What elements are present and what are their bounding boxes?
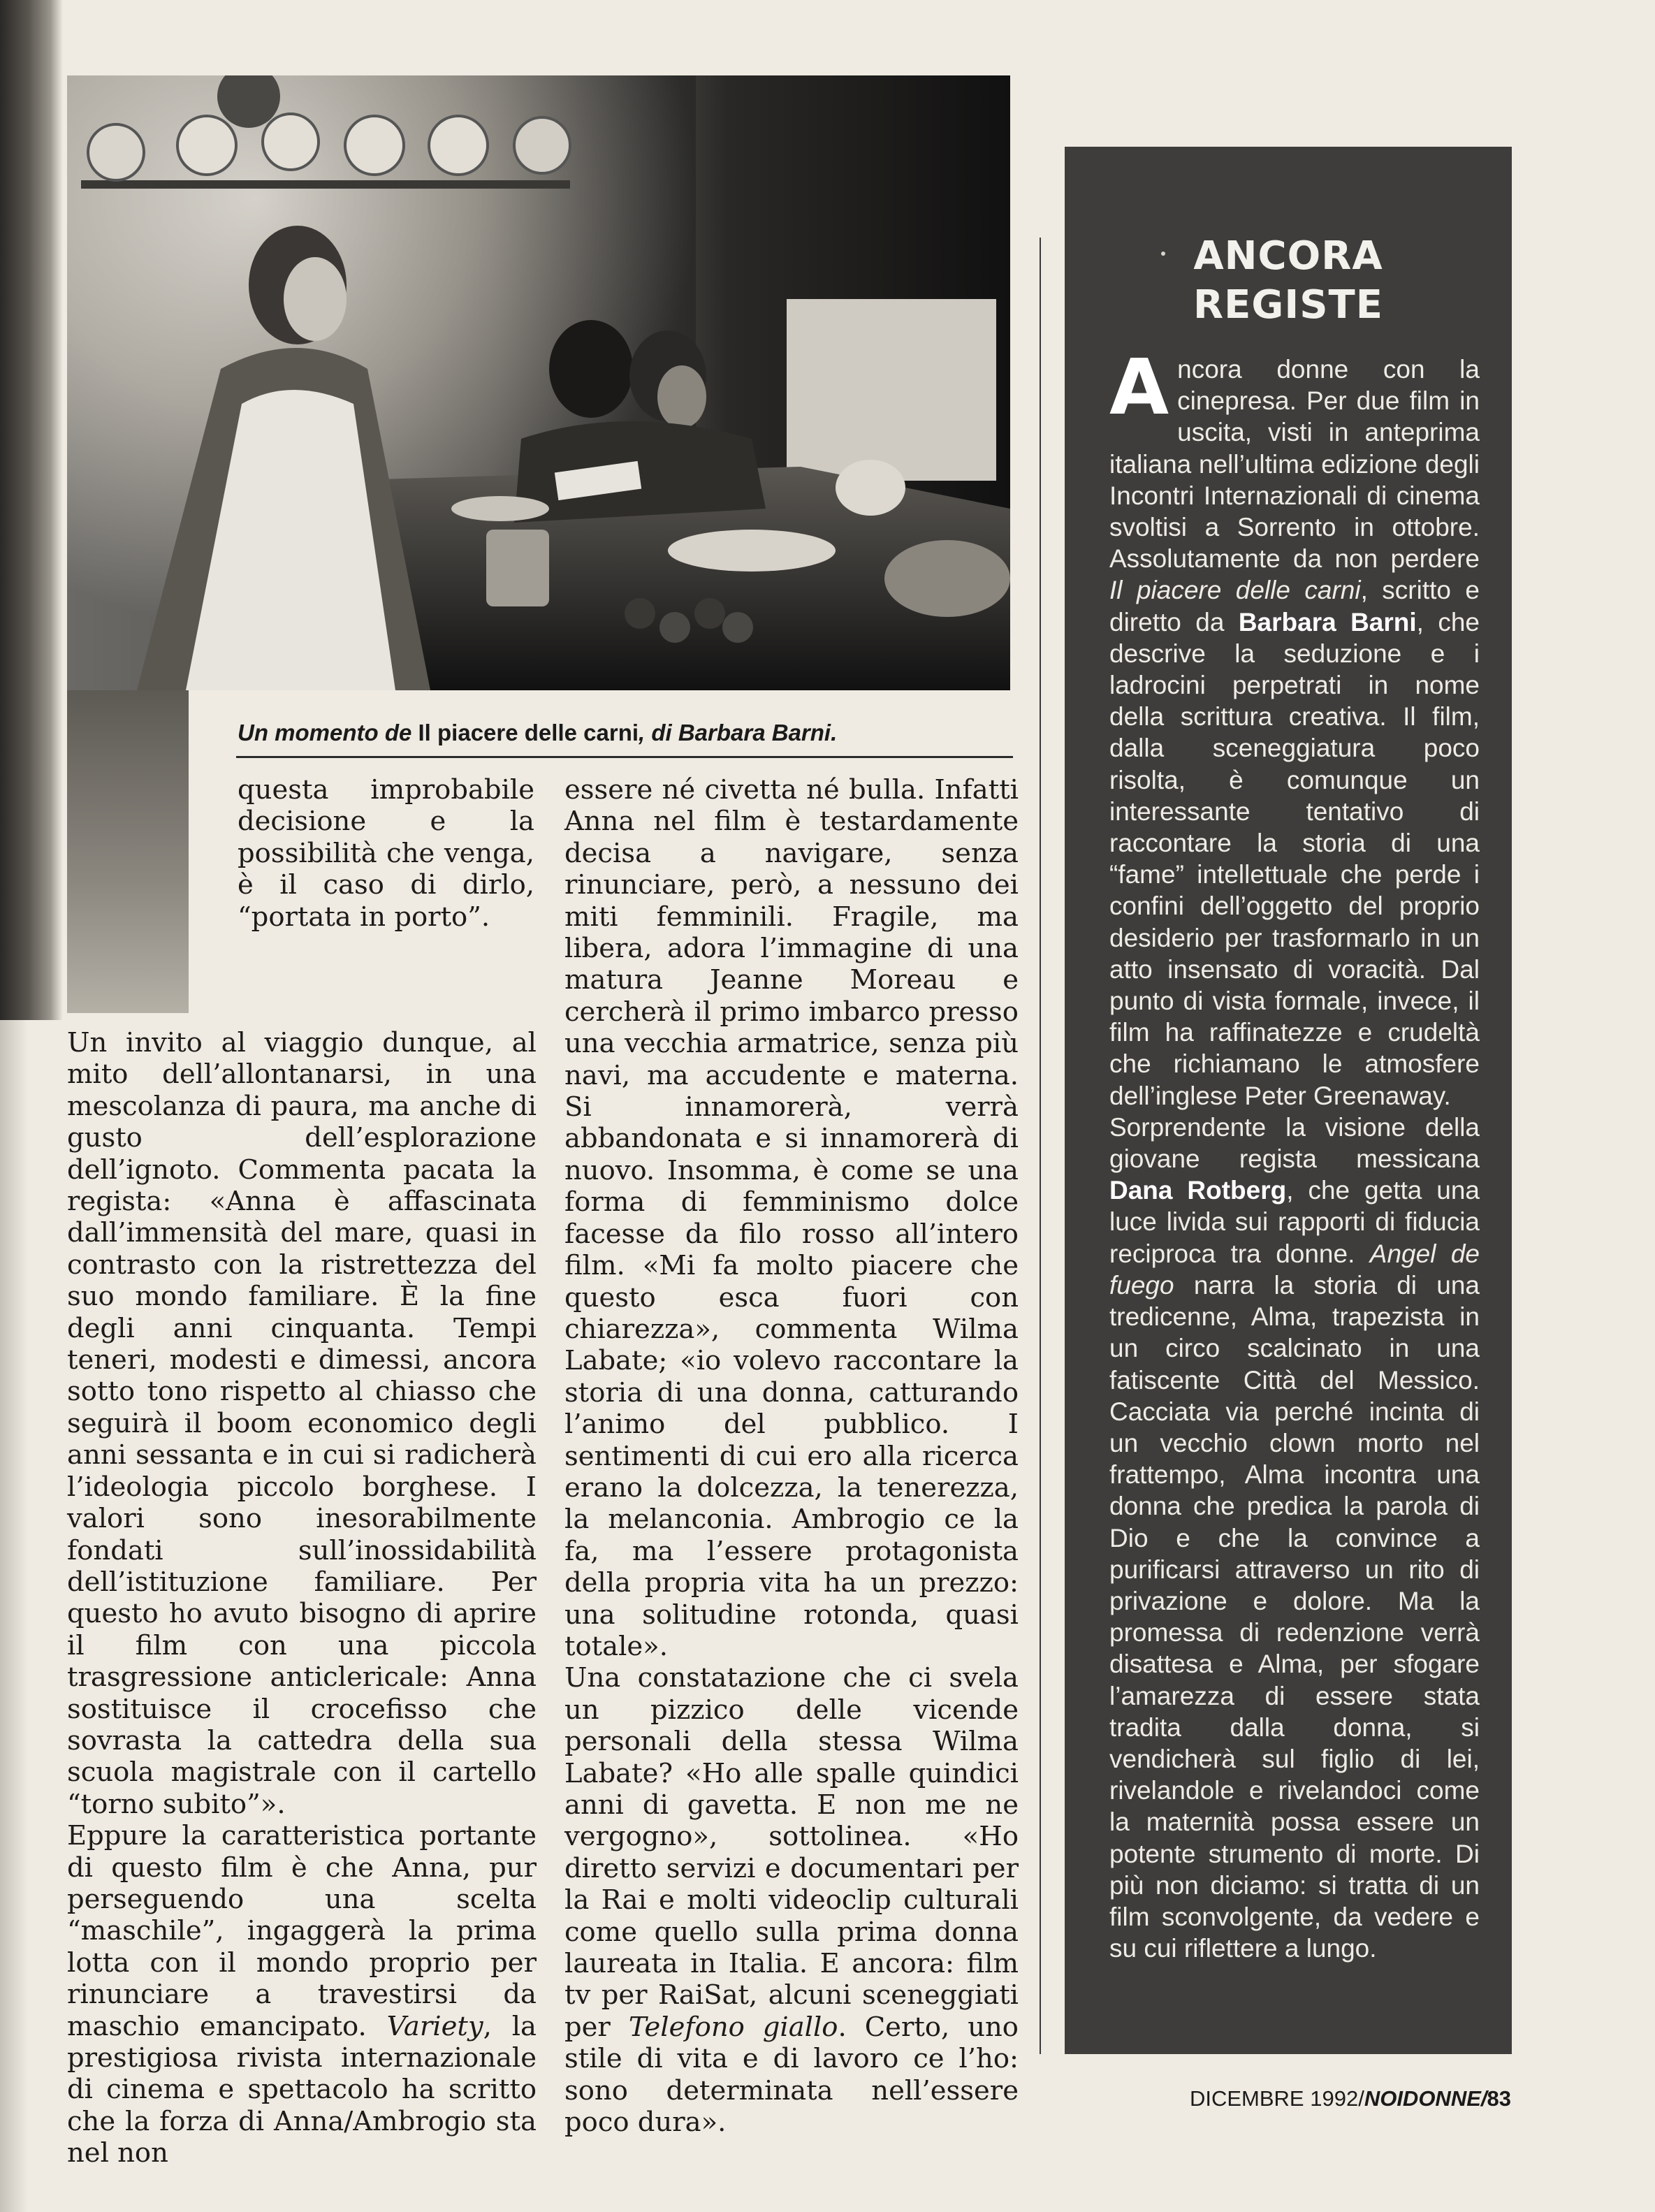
text-run: , che getta una luce livida sui rapporti di fiducia reciproca tra donne.: [1109, 1176, 1480, 1268]
photo-tail-edge: [67, 690, 193, 1013]
article-column-a-top: [238, 774, 534, 933]
sidebar-text: [1109, 342, 1480, 1964]
folio-page-number: 83: [1487, 2086, 1511, 2111]
sidebar-box: [1065, 147, 1512, 2054]
folio-separator: /: [1480, 2086, 1487, 2111]
page-folio: [1190, 2086, 1511, 2111]
article-column-a: [67, 1027, 537, 2169]
text-run: , che descrive la seduzione e i ladrocini perpetrati in nome della scrittura creativa. Il film, dalla sceneggiatura poco risolta, è comunque un interessante tentativo di raccontare la storia di una “fame” intellettuale che perde i confini dell’oggetto del proprio desiderio per trasformarlo in un atto insensato di voracità. Dal punto di vista formale, invece, il film ha raffinatezze e crudeltà che richiamano le atmosfere dell’inglese Peter Greenaway.: [1109, 607, 1480, 1110]
publication-name: Variety: [386, 2010, 483, 2042]
article-paragraph: questa improbabile decisione e la possibilità che venga, è il caso di dirlo, “portata in porto”.: [238, 774, 534, 933]
director-name: Barbara Barni: [1238, 607, 1417, 636]
director-name: Dana Rotberg: [1109, 1176, 1287, 1205]
text-run: Eppure la caratteristica portante di questo film è che Anna, pur perseguendo una scelta “maschile”, ingaggerà la prima lotta con il mondo proprio per rinunciare a travestirsi da maschio emancipato.: [67, 1820, 537, 2042]
folio-date: DICEMBRE 1992/: [1189, 2086, 1364, 2111]
article-paragraph: [564, 1662, 1019, 2138]
caption-pre: Un momento de: [238, 720, 418, 745]
text-run: ncora donne con la cinepresa. Per due film in uscita, visti in anteprima italiana nell’ultima edizione degli Incontri Internazionali di cinema svoltisi a Sorrento in ottobre. Assolutamente da non perdere: [1109, 355, 1480, 574]
caption-rule: [236, 756, 1013, 758]
sidebar-title: [1065, 232, 1512, 330]
film-title: Angel de fuego: [1109, 1239, 1480, 1300]
sidebar-paragraph: [1109, 1112, 1480, 1964]
tv-show-name: Telefono giallo: [628, 2011, 838, 2043]
text-run: , la prestigiosa rivista internazionale di cinema e spettacolo ha scritto che la forza di Anna/Ambrogio sta nel non: [67, 2010, 537, 2169]
page-fold-shadow: [0, 0, 63, 1020]
sidebar-title-line2: REGISTE: [1193, 282, 1383, 328]
caption-post: , di Barbara Barni.: [639, 720, 838, 745]
photo-caption: [238, 720, 1020, 746]
film-still-photo: [67, 75, 1010, 690]
text-run: , scritto e diretto da: [1109, 576, 1480, 636]
article-paragraph: [67, 1820, 537, 2169]
article-paragraph: Un invito al viaggio dunque, al mito dell’allontanarsi, in una mescolanza di paura, ma anche di gusto dell’esplorazione dell’ignoto. Commenta pacata la regista: «Anna è affascinata dall’immensità del mare, quasi in contrasto con la ristrettezza del suo mondo familiare. È la fine degli anni cinquanta. Tempi teneri, modesti e dimessi, ancora sotto tono rispetto al chiasso che seguirà il boom economico degli anni sessanta e in cui si radicherà l’ideologia piccolo borghese. I valori sono inesorabilmente fondati sull’inossidabilità dell’istituzione familiare. Per questo ho avuto bisogno di aprire il film con una piccola trasgressione anticlericale: Anna sostituisce il crocefisso che sovrasta la cattedra della sua scuola magistrale con il cartello “torno subito”».: [67, 1027, 537, 1820]
film-title: Il piacere delle carni: [1109, 576, 1361, 605]
folio-magazine: NOIDONNE: [1364, 2086, 1481, 2111]
text-run: Sorprendente la visione della giovane regista messicana: [1109, 1112, 1480, 1174]
text-run: . Certo, uno stile di vita e di lavoro ce l’ho: sono determinata nell’essere poco dura».: [564, 2011, 1019, 2139]
text-run: Una constatazione che ci svela un pizzico delle vicende personali della stessa Wilma Labate? «Ho alle spalle quindici anni di gavetta. E non me ne vergogno», sottolinea. «Ho diretto servizi e documentari per la Rai e molti videoclip culturali come quello sulla prima donna laureata in Italia. E ancora: film tv per RaiSat, alcuni sceneggiati per: [564, 1662, 1019, 2043]
drop-cap: A: [1109, 342, 1169, 432]
text-run: narra la storia di una tredicenne, Alma, trapezista in un circo scalcinato in una fatiscente Città del Messico. Cacciata via perché incinta di un vecchio clown morto nel frattempo, Alma incontra una donna che predica la parola di Dio e che la convince a purificarsi attraverso un rito di privazione e dolore. Ma la promessa di redenzione verrà disattesa e Alma, per sfogare l’amarezza di essere stata tradita dalla donna, si vendicherà sul figlio di lei, rivelandole e rivelandoci come la maternità possa essere un potente strumento di morte. Di più non diciamo: si tratta di un film sconvolgente, da vedere e su cui riflettere a lungo.: [1109, 1270, 1480, 1963]
article-column-b: [564, 774, 1019, 2138]
sidebar-title-line1: ANCORA: [1193, 233, 1383, 279]
column-divider: [1040, 238, 1041, 2054]
sidebar-paragraph: [1109, 342, 1480, 1112]
caption-film-title: Il piacere delle carni: [418, 720, 639, 745]
article-paragraph: essere né civetta né bulla. Infatti Anna nel film è testardamente decisa a navigare, senza rinunciare, però, a nessuno dei miti femminili. Fragile, ma libera, adora l’immagine di una matura Jeanne Moreau e cercherà il primo imbarco presso una vecchia armatrice, senza più navi, ma accudente e materna. Si innamorerà, verrà abbandonata e si innamorerà di nuovo. Insomma, è come se una forma di femminismo dolce facesse da filo rosso all’intero film. «Mi fa molto piacere che questo esca fuori con chiarezza», commenta Wilma Labate; «io volevo raccontare la storia di una donna, catturando l’animo del pubblico. I sentimenti di cui ero alla ricerca erano la dolcezza, la tenerezza, la melanconia. Ambrogio ce la fa, ma l’essere protagonista della propria vita ha un prezzo: una solitudine rotonda, quasi totale».: [564, 774, 1019, 1662]
page-fold-shadow-lower: [0, 1020, 28, 2212]
film-still-illustration: [67, 75, 1010, 690]
